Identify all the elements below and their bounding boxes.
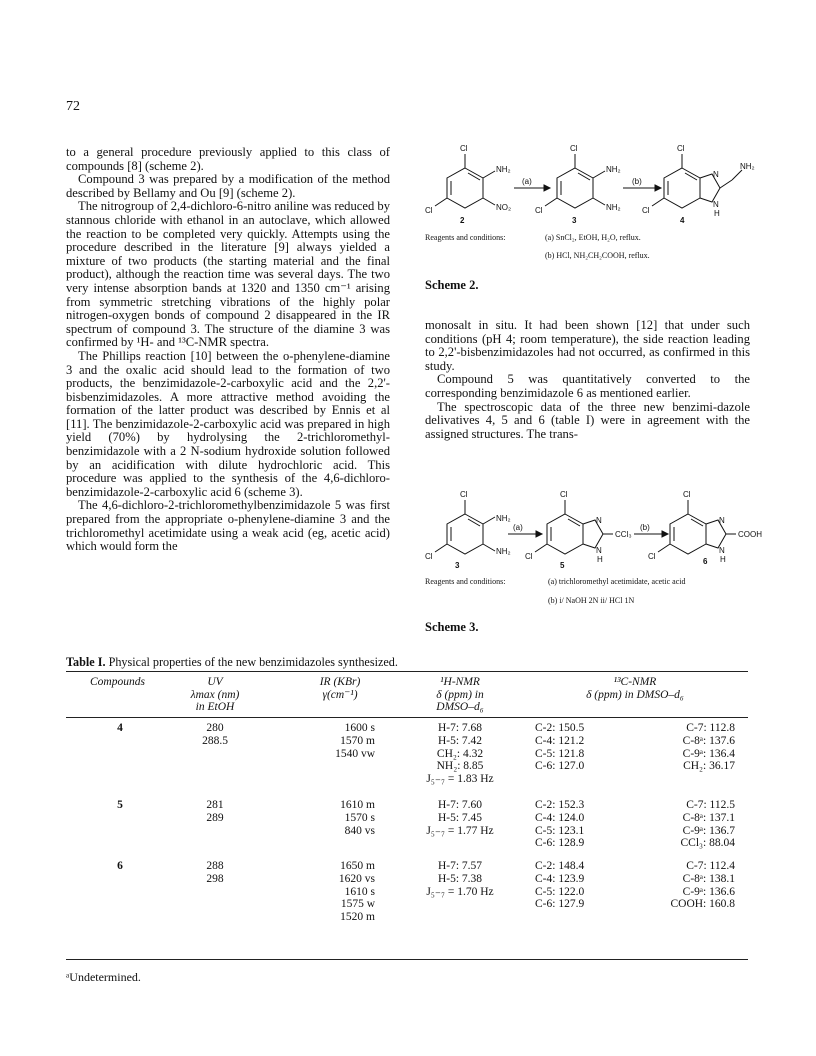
header-cnmr: [535, 676, 735, 701]
svg-text:Cl: Cl: [460, 144, 468, 153]
table-cell-line: H-7: 7.57: [437, 860, 483, 872]
paragraph: to a general procedure previously applied to this class of compounds [8] (scheme 2).: [66, 145, 390, 173]
scheme-3-reagents-heading: Reagents and conditions:: [425, 577, 506, 586]
table-cell-line: C-6: 127.0: [535, 760, 585, 773]
svg-text:Cl: Cl: [683, 490, 691, 499]
header-line: λmax (nm): [190, 688, 240, 701]
paragraph: The 4,6-dichloro-2-trichloromethylbenzimidazole 5 was first prepared from the appropriate o-phenylene-diamine 3 and the trichloromethyl acetimidate using a weak acid (eg, acetic acid) which would form the: [66, 498, 390, 554]
table-cell-line: 1570 s: [344, 811, 375, 824]
svg-text:NH₂: NH₂: [496, 547, 511, 556]
svg-text:N: N: [596, 546, 602, 555]
table-cell-line: 288.5: [202, 734, 228, 747]
table-cell-line: 5: [117, 799, 123, 811]
table-cell-line: 288: [206, 860, 224, 872]
table-cell-line: C-8ᵃ: 137.1: [682, 811, 735, 824]
table-cell-line: C-9ᵃ: 136.7: [682, 824, 735, 837]
page-number: 72: [66, 99, 80, 114]
paragraph: Compound 3 was prepared by a modification of the method described by Bellamy and Ou [9] (scheme 2).: [66, 172, 390, 200]
arrow-label: (b): [640, 523, 650, 532]
svg-text:COOH: COOH: [738, 530, 762, 539]
table-cell-line: C-7: 112.5: [686, 799, 735, 811]
svg-text:Cl: Cl: [560, 490, 568, 499]
scheme-2-step-a: (a) SnCl₂, EtOH, H₂O, reflux.: [545, 233, 641, 242]
table-cell-line: 1575 w: [340, 898, 375, 911]
table-cell-line: 6: [117, 860, 123, 872]
compound-label: 3: [572, 216, 577, 225]
table-cell-line: C-4: 123.9: [535, 872, 585, 885]
table-cell-compound: [100, 799, 140, 812]
table-cell-line: C-6: 127.9: [535, 898, 585, 911]
table-cell-uv: [180, 722, 250, 748]
header-line: IR (KBr): [319, 676, 361, 688]
table-cell-line: 1570 m: [340, 734, 375, 747]
svg-text:Cl: Cl: [525, 552, 533, 561]
table-cell-uv: [180, 799, 250, 825]
svg-text:NH₂: NH₂: [496, 514, 511, 523]
svg-text:Cl: Cl: [425, 206, 433, 215]
scheme-2-reagents-heading: Reagents and conditions:: [425, 233, 506, 242]
table-cell-line: 1520 m: [340, 911, 375, 924]
table-cell-line: C-6: 128.9: [535, 837, 585, 850]
header-hnmr: [420, 676, 500, 714]
table-cell-line: C-5: 123.1: [535, 824, 585, 837]
table-cell-line: J₅₋₇ = 1.77 Hz: [426, 824, 494, 837]
table-cell-line: 1600 s: [344, 722, 375, 734]
table-cell-line: COOH: 160.8: [670, 898, 735, 911]
paragraph: monosalt in situ. It had been shown [12] that under such conditions (pH 4; room temperature), the side reaction leading to 2,2'-bisbenzimidazoles had not occurred, as confirmed in this study.: [425, 318, 750, 373]
scheme-3-step-a: (a) trichloromethyl acetimidate, acetic acid: [548, 577, 686, 586]
header-line: δ (ppm) in: [436, 688, 484, 701]
table-cell-line: J₅₋₇ = 1.70 Hz: [426, 885, 494, 898]
paragraph: The nitrogroup of 2,4-dichloro-6-nitro aniline was reduced by stannous chloride with ethanol in an autoclave, which allowed the reaction to be completed very quickly. Attempts using the procedure described in the literature [9] always yielded a mixture of two products (the starting material and the final product), although the reaction time was several days. The two very intense absorption bands at 1320 and 1350 cm⁻¹ arising from symmetric stretching vibrations of the highly polar nitrogen-oxygen bonds of compound 2 disappeared in the IR spectrum of compound 3. The structure of the diamine 3 was confirmed by ¹H- and ¹³C-NMR spectra.: [66, 199, 390, 350]
table-cell-line: H-5: 7.38: [437, 872, 483, 885]
table-cell-line: C-4: 124.0: [535, 811, 585, 824]
table-cell-line: H-7: 7.60: [437, 799, 483, 811]
table-cell-line: C-7: 112.4: [686, 860, 735, 872]
table-cell-hnmr: [420, 722, 500, 786]
arrow-label: (a): [513, 523, 523, 532]
svg-text:Cl: Cl: [648, 552, 656, 561]
paragraph: The spectroscopic data of the three new benzimi-dazole delivatives 4, 5 and 6 (table I) were in agreement with the assigned structures. The trans-: [425, 399, 750, 441]
table-cell-compound: [100, 860, 140, 873]
table-cell-line: 1610 m: [340, 799, 375, 811]
table-cell-c-left: [535, 722, 605, 773]
header-ir: [300, 676, 380, 701]
compound-label: 6: [703, 557, 708, 566]
table-cell-line: H-7: 7.68: [437, 722, 483, 734]
table-cell-line: 1610 s: [344, 885, 375, 898]
table-cell-line: C-5: 121.8: [535, 747, 585, 760]
table-cell-c-left: [535, 799, 605, 850]
header-line: γ(cm⁻¹): [322, 688, 358, 701]
table-cell-line: C-5: 122.0: [535, 885, 585, 898]
table-cell-line: CCl₃: 88.04: [680, 837, 735, 850]
table-cell-line: C-2: 152.3: [535, 799, 585, 811]
table-cell-hnmr: [420, 799, 500, 837]
table-cell-c-right: [640, 722, 735, 773]
left-column-text: [66, 146, 390, 554]
table-cell-line: 1650 m: [340, 860, 375, 872]
svg-text:Cl: Cl: [677, 144, 685, 153]
svg-text:H: H: [597, 555, 603, 564]
svg-text:N: N: [713, 170, 719, 179]
scheme-3-step-b: (b) i/ NaOH 2N ii/ HCl 1N: [548, 596, 635, 605]
table-cell-line: C-2: 148.4: [535, 860, 585, 872]
header-line: UV: [207, 676, 223, 688]
table-cell-c-left: [535, 860, 605, 911]
compound-label: 2: [460, 216, 465, 225]
table-header-rule: [66, 717, 748, 718]
table-cell-hnmr: [420, 860, 500, 898]
table-cell-line: H-5: 7.42: [437, 734, 483, 747]
table-cell-compound: [100, 722, 140, 735]
svg-text:N: N: [719, 546, 725, 555]
scheme-3-label: Scheme 3.: [425, 620, 479, 634]
table-cell-ir: [305, 722, 375, 760]
svg-text:H: H: [720, 555, 726, 564]
table-cell-uv: [180, 860, 250, 886]
table-cell-line: C-9ᵃ: 136.6: [682, 885, 735, 898]
table-cell-c-right: [640, 799, 735, 850]
svg-text:N: N: [596, 516, 602, 525]
table-cell-line: C-8ᵃ: 137.6: [682, 734, 735, 747]
header-uv: [180, 676, 250, 714]
table-cell-line: C-8ᵃ: 138.1: [682, 872, 735, 885]
table-cell-line: NH₂: 8.85: [436, 760, 484, 773]
scheme-3-figure: [420, 486, 765, 581]
table-cell-line: CH₂: 4.32: [436, 747, 484, 760]
table-cell-line: CH₂: 36.17: [683, 760, 735, 773]
footnote: ᵃUndetermined.: [66, 970, 141, 984]
compound-label: 3: [455, 561, 460, 570]
table-cell-line: 1620 vs: [338, 872, 375, 885]
table-cell-line: C-4: 121.2: [535, 734, 585, 747]
table-cell-c-right: [640, 860, 735, 911]
compound-label: 5: [560, 561, 565, 570]
table-top-rule: [66, 671, 748, 672]
paragraph: Compound 5 was quantitatively converted to the corresponding benzimidazole 6 as mentioned earlier.: [425, 372, 750, 400]
table-caption: [66, 655, 398, 670]
header-line: DMSO–d₆: [436, 701, 484, 713]
table-caption-text: Physical properties of the new benzimidazoles synthesized.: [105, 655, 398, 669]
arrow-label: (b): [632, 177, 642, 186]
svg-text:Cl: Cl: [570, 144, 578, 153]
header-line: in EtOH: [195, 701, 235, 713]
table-cell-line: C-7: 112.8: [686, 722, 735, 734]
table-cell-line: C-2: 150.5: [535, 722, 585, 734]
table-bottom-rule: [66, 959, 748, 960]
scheme-2-figure: [420, 140, 765, 235]
table-cell-line: 4: [117, 722, 123, 734]
table-cell-ir: [305, 799, 375, 837]
svg-text:NH₂: NH₂: [606, 203, 621, 212]
header-line: ¹³C-NMR: [613, 676, 657, 688]
table-cell-line: 1540 vw: [335, 747, 375, 760]
compound-label: 4: [680, 216, 685, 225]
svg-text:NH₂: NH₂: [740, 162, 755, 171]
svg-text:Cl: Cl: [460, 490, 468, 499]
scheme-2-label: Scheme 2.: [425, 278, 479, 292]
table-cell-line: 840 vs: [344, 824, 375, 837]
paragraph: The Phillips reaction [10] between the o-phenylene-diamine 3 and the oxalic acid should lead to the formation of two products, the benzimidazole-2-carboxylic acid and the 2,2'-bisbenzimidazoles. A more attractive method avoiding the formation of the latter product was described by Ennis et al [11]. The benzimidazole-2-carboxylic acid was prepared in high yield (70%) by hydrolysing the 2-trichloromethyl-benzimidazole with a 2 N-sodium hydroxide solution followed by an acidification with dilute hydrochloric acid. This procedure was applied to the synthesis of the 4,6-dichloro-benzimidazole-2-carboxylic acid 6 (scheme 3).: [66, 348, 390, 499]
arrow-label: (a): [522, 177, 532, 186]
table-cell-line: J₅₋₇ = 1.83 Hz: [426, 773, 494, 786]
scheme-2-step-b: (b) HCl, NH₂CH₂COOH, reflux.: [545, 251, 650, 260]
table-cell-line: H-5: 7.45: [437, 811, 483, 824]
svg-text:NH₂: NH₂: [496, 165, 511, 174]
table-cell-line: C-9ᵃ: 136.4: [682, 747, 735, 760]
svg-text:CCl₃: CCl₃: [615, 530, 632, 539]
header-compounds: Compounds: [90, 676, 145, 688]
svg-text:NH₂: NH₂: [606, 165, 621, 174]
scheme-2-structures: [420, 140, 765, 235]
table-cell-line: 289: [206, 811, 224, 824]
table-cell-ir: [305, 860, 375, 924]
header-line: δ (ppm) in DMSO–d₆: [586, 688, 684, 701]
table-cell-line: 298: [206, 872, 224, 885]
svg-text:Cl: Cl: [535, 206, 543, 215]
svg-text:Cl: Cl: [642, 206, 650, 215]
table-caption-label: Table I.: [66, 655, 106, 669]
header-line: ¹H-NMR: [440, 676, 480, 688]
scheme-3-structures: [420, 486, 765, 581]
svg-text:N: N: [719, 516, 725, 525]
table-cell-line: 280: [206, 722, 224, 734]
svg-text:Cl: Cl: [425, 552, 433, 561]
right-column-text: [425, 319, 750, 441]
svg-text:H: H: [714, 209, 720, 218]
svg-text:NO₂: NO₂: [496, 203, 512, 212]
svg-text:N: N: [713, 200, 719, 209]
table-cell-line: 281: [206, 799, 224, 811]
